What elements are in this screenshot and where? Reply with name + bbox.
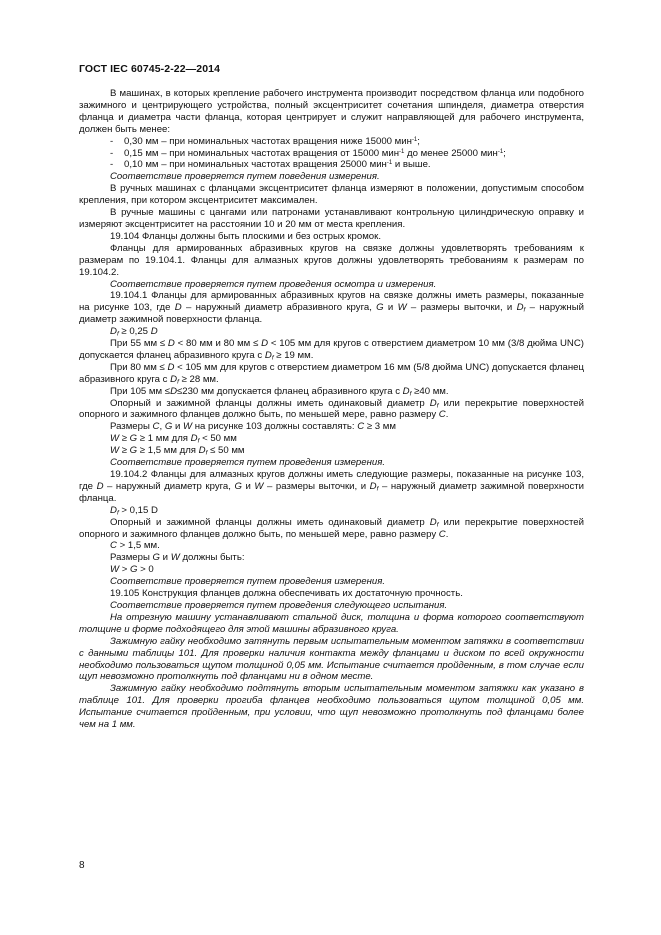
paragraph: Опорный и зажимной фланцы должны иметь одинаковый диаметр $D_f$ или перекрытие поверхностей опорного и зажимного фланцев должно быть, по меньшей мере, равно размеру C. [79,397,584,421]
clause-19-104-1: 19.104.1 Фланцы для армированных абразивных кругов на связке должны иметь размеры, показанные на рисунке 103, где D – наружный диаметр абразивного круга, G и W – размеры выточки, и $D_f$ – наружный диаметр зажимной поверхности фланца. [79,290,584,326]
compliance-note: Соответствие проверяется путем проведения измерения. [110,576,385,588]
paragraph: Опорный и зажимной фланцы должны иметь одинаковый диаметр $D_f$ или перекрытие поверхностей опорного и зажимного фланцев должно быть, по меньшей мере, равно размеру C. [79,516,584,540]
compliance-note: Соответствие проверяется путем проведения осмотра и измерения. [110,278,437,290]
paragraph: В ручных машинах с фланцами эксцентриситет фланца измеряют в положении, допустимым способом крепления, при котором эксцентриситет максимален. [79,183,584,207]
list-item: - 0,15 мм – при номинальных частотах вращения от 15000 мин$^{-1}$ до менее 25000 мин$^{-1}$; [110,147,506,159]
page-number: 8 [79,860,85,871]
clause-19-104-2: 19.104.2 Фланцы для алмазных кругов должны иметь следующие размеры, показанные на рисунке 103, где D – наружный диаметр круга, G и W – размеры выточки, и $D_f$ – наружный диаметр зажимной поверхности фланца. [79,469,585,504]
list-item: - 0,10 мм – при номинальных частотах вращения 25000 мин$^{-1}$ и выше. [110,159,431,171]
test-paragraph: На отрезную машину устанавливают стальной диск, толщина и форма которого соответствуют толщине и форме подходящего для этой машины абразивного круга. [79,611,584,635]
formula: $D_f \ge 0,25$ D [110,326,158,338]
paragraph: При 80 мм ≤ D < 105 мм для кругов с отверстием диаметром 16 мм (5/8 дюйма UNC) допускается фланец абразивного круга с $D_f \ge 28$ мм. [79,361,584,386]
formula: W ≥ G ≥ 1,5 мм для $D_f \le 50$ мм [110,445,245,457]
formula: C > 1,5 мм. [110,540,160,552]
paragraph: В ручные машины с цангами или патронами устанавливают контрольную цилиндрическую оправку и измеряют эксцентриситет на расстоянии 10 и 20 мм от места крепления. [79,207,584,230]
paragraph: В машинах, в которых крепление рабочего инструмента производит посредством фланца или подобного зажимного и центрирующего устройства, полный эксцентриситет сочетания шпинделя, диаметра отверстия фланца и диаметра части фланца, которая центрирует и служит направляющей для рабочего инструмента, должен быть менее: [79,88,584,135]
clause-19-104: 19.104 Фланцы должны быть плоскими и без острых кромок. [110,230,382,242]
paragraph: Размеры G и W должны быть: [110,552,245,564]
document-header: ГОСТ IEC 60745-2-22—2014 [79,63,221,75]
paragraph: Размеры C, G и W на рисунке 103 должны составлять: C ≥ 3 мм [110,421,396,433]
clause-19-105: 19.105 Конструкция фланцев должна обеспечивать их достаточную прочность. [110,588,463,600]
formula: $D_f > 0,15$ D [110,504,158,517]
paragraph: При 55 мм ≤ D < 80 мм и 80 мм ≤ D < 105 мм для кругов с отверстием диаметром 10 мм (3/8 дюйма UNC) допускается фланец абразивного круга с $D_f \ge 19$ мм. [79,338,584,362]
formula: W > G > 0 [110,564,154,576]
list-item: - 0,30 мм – при номинальных частотах вращения ниже 15000 мин$^{-1}$; [110,135,420,147]
compliance-note: Соответствие проверяется путем проведения следующего испытания. [110,599,448,611]
test-paragraph: Зажимную гайку необходимо затянуть первым испытательным моментом затяжки в соответствии с данными таблицы 101. Для проверки наличия контакта между фланцами и диском по всей окружности необходимо пользоваться щупом толщиной 0,05 мм. Испытание считается пройденным, в том случае если щуп невозможно протолкнуть под фланцами ни в одном месте. [79,635,584,683]
paragraph: При 105 мм ≤D≤230 мм допускается фланец абразивного круга с $D_f \ge 40$ мм. [110,385,449,398]
compliance-note: Соответствие проверяется путем поведения измерения. [110,171,380,183]
formula: W ≥ G ≥ 1 мм для $D_f < 50$ мм [110,433,237,445]
document-body [79,88,584,731]
paragraph: Фланцы для армированных абразивных кругов на связке должны удовлетворять требованиям к размерам по 19.104.1. Фланцы для алмазных кругов должны удовлетворять требованиям к размерам по 19.104.2. [79,242,584,278]
compliance-note: Соответствие проверяется путем проведения измерения. [110,457,385,469]
test-paragraph: Зажимную гайку необходимо подтянуть вторым испытательным моментом затяжки как указано в таблице 101. Для проверки прогиба фланцев необходимо пользоваться щупом толщиной 0,05 мм. Испытание считается пройденным, при условии, что щуп невозможно протолкнуть под фланцами более чем на 1 мм. [79,683,584,731]
